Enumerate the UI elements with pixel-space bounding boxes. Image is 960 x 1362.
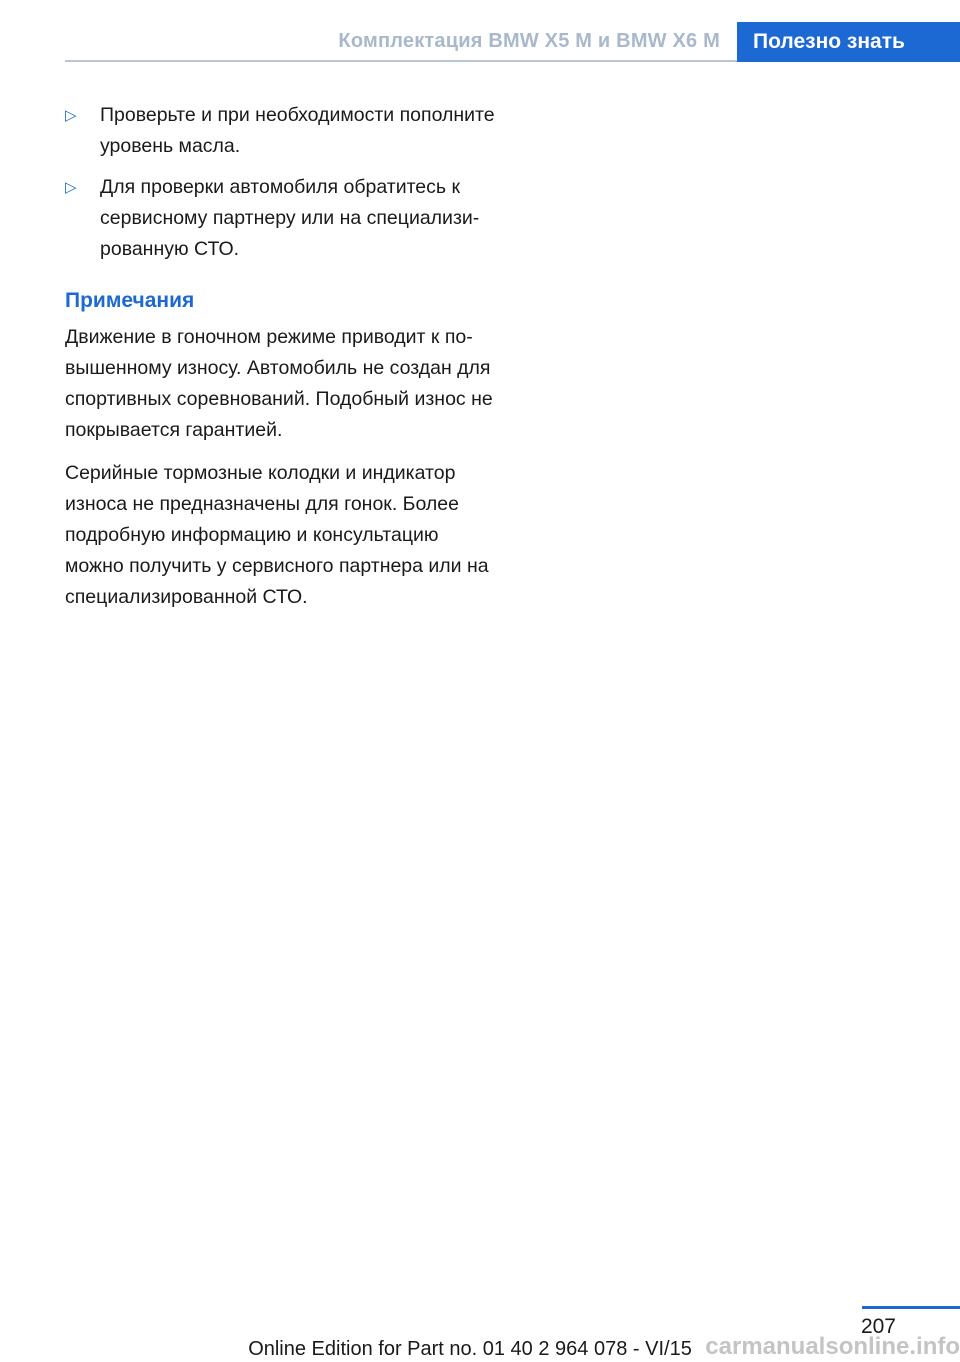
watermark: carmanualsonline.info — [705, 1333, 960, 1360]
list-item — [65, 172, 495, 265]
page-content — [65, 100, 495, 625]
triangle-bullet-icon: ▷ — [65, 107, 77, 124]
section-heading: Примечания — [65, 289, 195, 312]
paragraph: Серийные тормозные колодки и индикатор износа не предназначены для гонок. Более подробную информацию и консультацию можно получить у сервисного партнера или на специализированной СТО. — [65, 462, 489, 608]
list-item-text: Для проверки автомобиля обратитесь к сервисному партнеру или на специализированную СТО. — [100, 176, 480, 260]
list-item-text: Проверьте и при необходимости пополните уровень масла. — [100, 104, 495, 157]
footer-rule — [862, 1306, 960, 1309]
header-chapter-tab: Полезно знать — [737, 22, 960, 62]
paragraph: Движение в гоночном режиме приводит к повышенному износу. Автомобиль не создан для спортивных соревнований. Подобный износ не покрывается гарантией. — [65, 326, 493, 441]
bullet-list — [65, 100, 495, 265]
edition-note: Online Edition for Part no. 01 40 2 964 078 - VI/15 — [248, 1338, 692, 1360]
header-section-title: Комплектация BMW X5 M и BMW X6 M — [338, 30, 720, 52]
list-item — [65, 100, 495, 162]
page-number: 207 — [860, 1315, 896, 1338]
triangle-bullet-icon: ▷ — [65, 179, 77, 196]
